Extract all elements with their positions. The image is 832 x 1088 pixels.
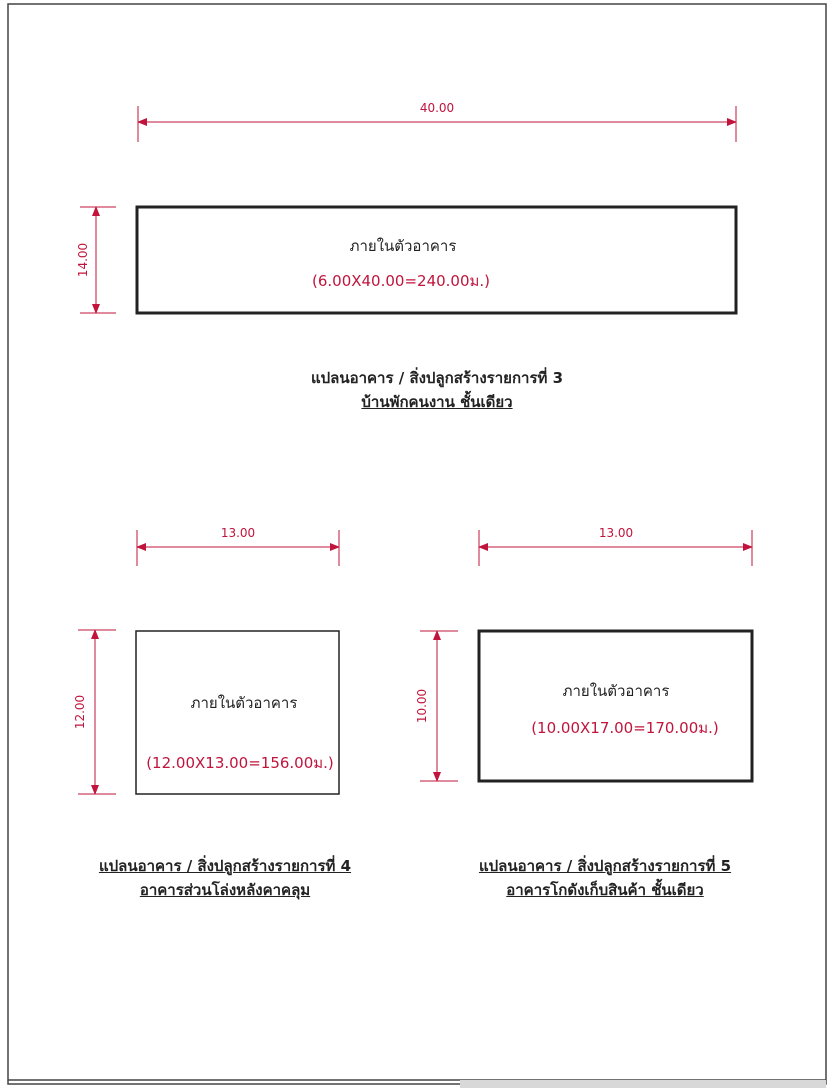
- plan4-caption-subtitle: อาคารส่วนโล่งหลังคาคลุม: [139, 881, 311, 899]
- plan4-width-dimension: [137, 526, 339, 566]
- plan4-room-label: ภายในตัวอาคาร: [190, 694, 298, 712]
- plan5-width-label: 13.00: [598, 526, 634, 540]
- plan4-height-label: 12.00: [73, 694, 87, 730]
- plan5-room-label: ภายในตัวอาคาร: [562, 682, 670, 700]
- plan3-width-dimension: [138, 101, 736, 142]
- plan3-building-outline: [137, 207, 736, 313]
- title-block-shade: [460, 1080, 826, 1088]
- plan5-height-label: 10.00: [415, 688, 429, 724]
- plan5-caption-title: แปลนอาคาร / สิ่งปลูกสร้างรายการที่ 5: [478, 857, 732, 875]
- sheet-frame: [8, 4, 826, 1084]
- plan3-height-dimension: [76, 207, 116, 313]
- plan4-caption: [45, 854, 405, 902]
- plan3-height-label: 14.00: [76, 242, 90, 278]
- plan5-caption-subtitle: อาคารโกดังเก็บสินค้า ชั้นเดียว: [506, 881, 704, 899]
- plan3-room-label: ภายในตัวอาคาร: [349, 237, 457, 255]
- plan5-width-dimension: [479, 526, 752, 566]
- plan3-area-label: (6.00X40.00=240.00ม.): [311, 272, 491, 290]
- plan4-height-dimension: [73, 630, 116, 794]
- plan3-caption: [212, 366, 662, 414]
- plan5-area-label: (10.00X17.00=170.00ม.): [531, 719, 719, 737]
- plan3-caption-subtitle: บ้านพักคนงาน ชั้นเดียว: [361, 393, 513, 411]
- plan5-height-dimension: [415, 631, 458, 781]
- plan3-width-label: 40.00: [419, 101, 455, 115]
- plan4-caption-title: แปลนอาคาร / สิ่งปลูกสร้างรายการที่ 4: [98, 857, 352, 875]
- plan4-width-label: 13.00: [220, 526, 256, 540]
- plan4-area-label: (12.00X13.00=156.00ม.): [146, 754, 334, 772]
- plan5-caption: [425, 854, 785, 902]
- plan3-caption-title: แปลนอาคาร / สิ่งปลูกสร้างรายการที่ 3: [310, 369, 564, 387]
- plan5-building-outline: [479, 631, 752, 781]
